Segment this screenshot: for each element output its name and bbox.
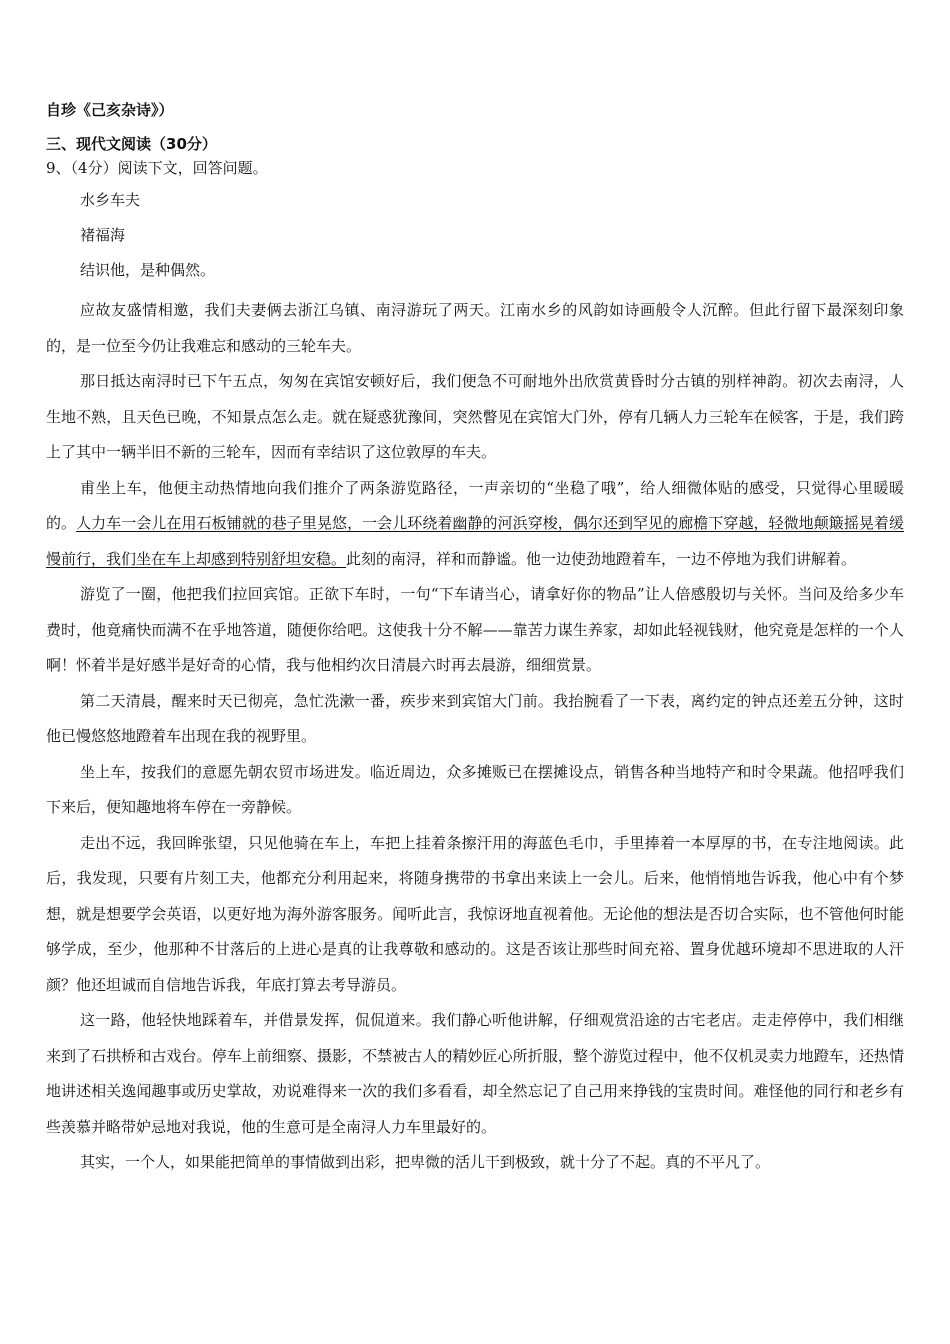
paragraph-4-tail: 此刻的南浔，祥和而静谧。他一边使劲地蹬着车，一边不停地为我们讲解着。 xyxy=(346,549,857,568)
section-title: 三、现代文阅读（30分） xyxy=(46,135,217,153)
article-paragraph-8: 走出不远，我回眸张望，只见他骑在车上，车把上挂着条擦汗用的海蓝色毛巾，手里捧着一本厚厚的书，在专注地阅读。此后，我发现，只要有片刻工夫，他都充分利用起来，将随身携带的书拿出来读上一会儿。后来，他悄悄地告诉我，他心中有个梦想，就是想要学会英语，以更好地为海外游客服务。闻听此言，我惊讶地直视着他。无论他的想法是否切合实际，也不管他何时能够学成，至少，他那种不甘落后的上进心是真的让我尊敬和感动的。这是否该让那些时间充裕、置身优越环境却不思进取的人汗颜？他还坦诚而自信地告诉我，年底打算去考导游员。 xyxy=(46,833,904,994)
article-paragraph-10: 其实，一个人，如果能把简单的事情做到出彩，把卑微的活儿干到极致，就十分了不起。真的不平凡了。 xyxy=(80,1153,771,1171)
poem-source-line: 自珍《己亥杂诗》） xyxy=(46,101,174,119)
article-paragraph-5: 游览了一圈，他把我们拉回宾馆。正欲下车时，一句“下车请当心，请拿好你的物品”让人倍感殷切与关怀。当问及给多少车费时，他竟痛快而满不在乎地答道，随便你给吧。这使我十分不解——靠苦力谋生养家，却如此轻视钱财，他究竟是怎样的一个人啊！怀着半是好感半是好奇的心情，我与他相约次日清晨六时再去晨游，细细赏景。 xyxy=(46,585,904,674)
underlined-sentence: 人力车一会儿在用石板铺就的巷子里晃悠，一会儿环绕着幽静的河浜穿梭，偶尔还到罕见的廊檐下穿越，轻微地颠簸摇晃着缓慢前行，我们坐在车上却感到特别舒坦安稳。 xyxy=(46,514,904,568)
article-paragraph-7: 坐上车，按我们的意愿先朝农贸市场进发。临近周边，众多摊贩已在摆摊设点，销售各种当地特产和时令果蔬。他招呼我们下来后，便知趣地将车停在一旁静候。 xyxy=(46,762,904,816)
article-paragraph-9: 这一路，他轻快地踩着车，并借景发挥，侃侃道来。我们静心听他讲解，仔细观赏沿途的古宅老店。走走停停中，我们相继来到了石拱桥和古戏台。停车上前细察、摄影，不禁被古人的精妙匠心所折服，整个游览过程中，他不仅机灵卖力地蹬车，还热情地讲述相关逸闻趣事或历史掌故，劝说难得来一次的我们多看看，却全然忘记了自己用来挣钱的宝贵时间。难怪他的同行和老乡有些羡慕并略带妒忌地对我说，他的生意可是全南浔人力车里最好的。 xyxy=(46,1011,904,1136)
paragraph-4-lead: 甫坐上车，他便主动热情地向我们推介了两条游览路径，一声亲切的“坐稳了哦”，给人细微体贴的感受，只觉得心里暖暖的。 xyxy=(46,478,904,532)
article-paragraph-6: 第二天清晨，醒来时天已彻亮，急忙洗漱一番，疾步来到宾馆大门前。我抬腕看了一下表，离约定的钟点还差五分钟，这时他已慢悠悠地蹬着车出现在我的视野里。 xyxy=(46,691,904,745)
article-paragraph-4 xyxy=(46,471,904,578)
question-prompt: 9、（4分）阅读下文，回答问题。 xyxy=(46,159,268,177)
article-paragraph-2: 应故友盛情相邀，我们夫妻俩去浙江乌镇、南浔游玩了两天。江南水乡的风韵如诗画般令人沉醉。但此行留下最深刻印象的，是一位至今仍让我难忘和感动的三轮车夫。 xyxy=(46,301,904,355)
article-author: 褚福海 xyxy=(80,226,126,244)
article-paragraph-3: 那日抵达南浔时已下午五点，匆匆在宾馆安顿好后，我们便急不可耐地外出欣赏黄昏时分古镇的别样神韵。初次去南浔，人生地不熟，且天色已晚，不知景点怎么走。就在疑惑犹豫间，突然瞥见在宾馆大门外，停有几辆人力三轮车在候客，于是，我们跨上了其中一辆半旧不新的三轮车，因而有幸结识了这位敦厚的车夫。 xyxy=(46,372,904,461)
article-title: 水乡车夫 xyxy=(80,191,141,209)
article-paragraph-1: 结识他，是种偶然。 xyxy=(80,261,216,279)
document-page xyxy=(46,98,904,1181)
